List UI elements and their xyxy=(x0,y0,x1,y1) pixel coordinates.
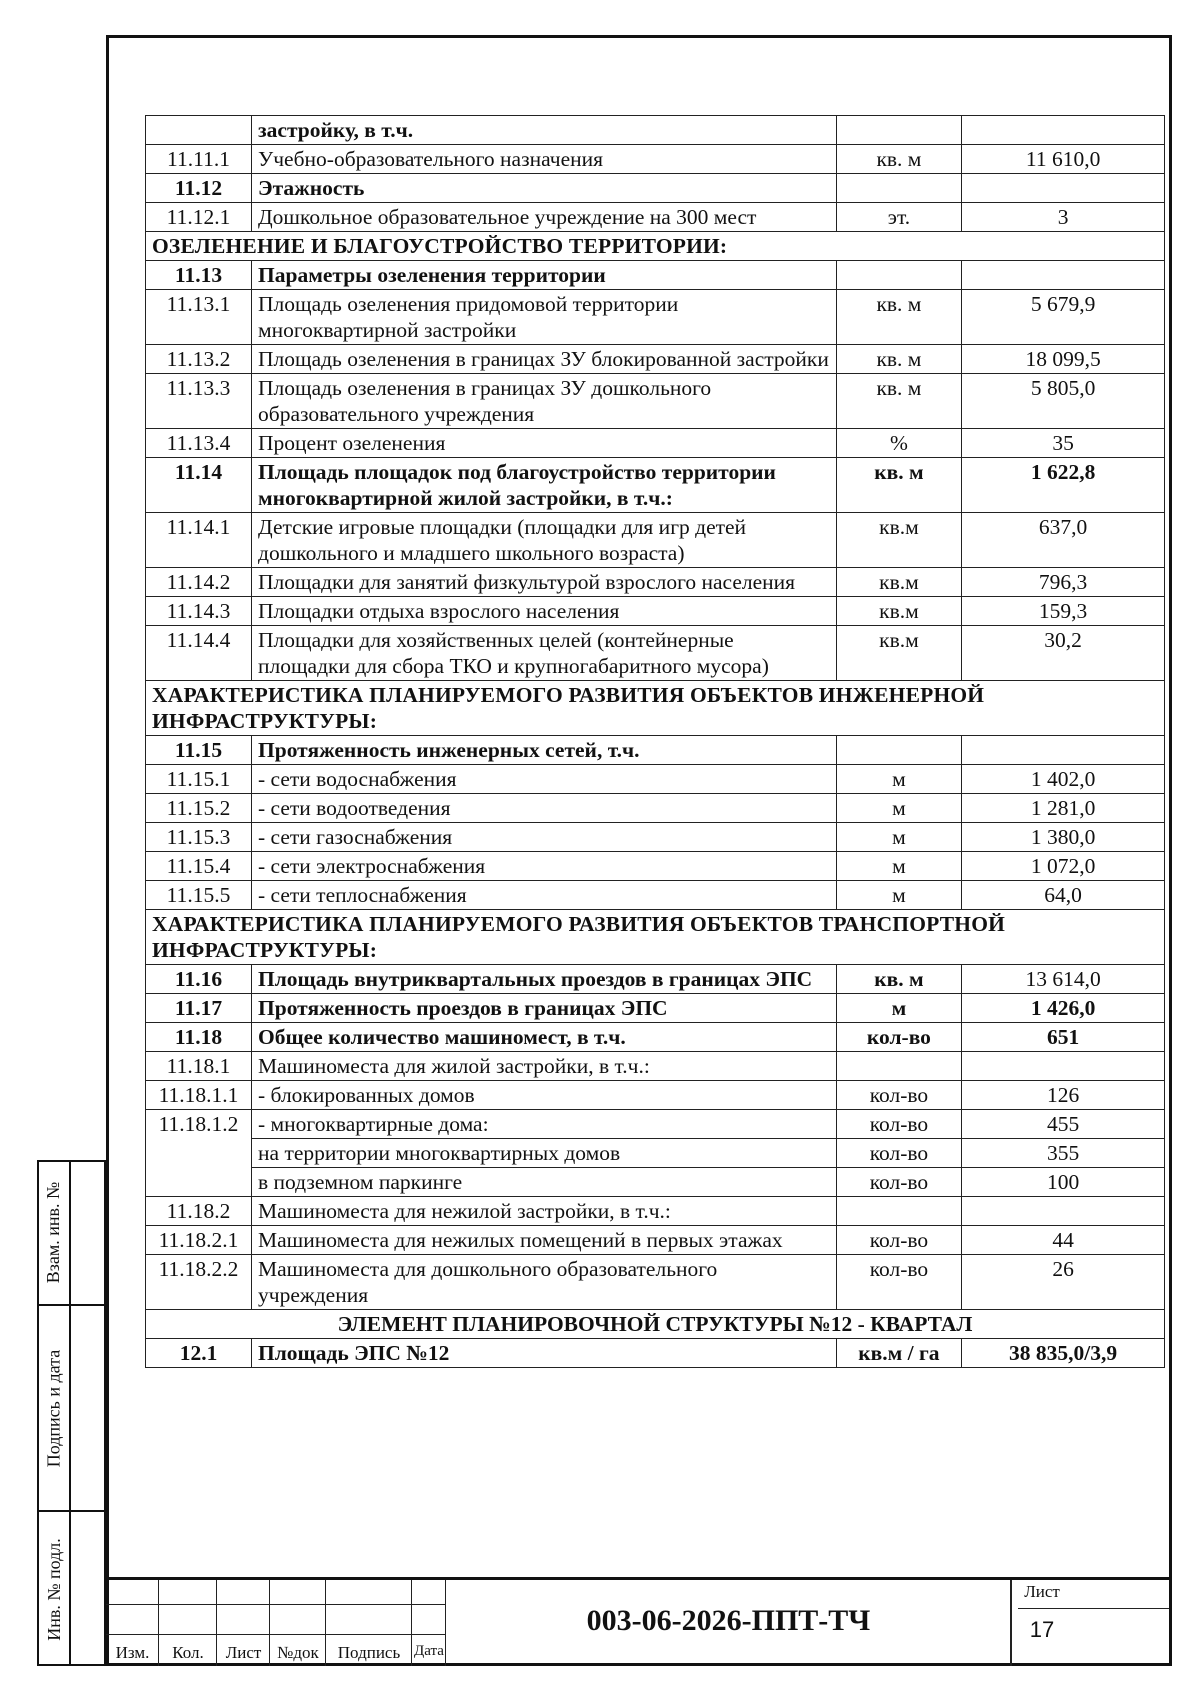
table-row xyxy=(146,1197,1165,1226)
row-unit: кв. м xyxy=(836,290,962,345)
row-name: застройку, в т.ч. xyxy=(252,116,837,145)
row-name: Учебно-образовательного назначения xyxy=(252,145,837,174)
row-number: 11.16 xyxy=(146,965,252,994)
table-row xyxy=(146,345,1165,374)
table-row xyxy=(146,597,1165,626)
table-row xyxy=(146,1255,1165,1310)
table-row xyxy=(146,1081,1165,1110)
row-unit xyxy=(836,174,962,203)
row-number: 11.15 xyxy=(146,736,252,765)
row-value: 455 xyxy=(962,1110,1165,1139)
row-unit xyxy=(836,116,962,145)
table-row xyxy=(146,626,1165,681)
row-name: Дошкольное образовательное учреждение на 300 мест xyxy=(252,203,837,232)
table-row xyxy=(146,965,1165,994)
row-number: 11.14.2 xyxy=(146,568,252,597)
row-name: Процент озеленения xyxy=(252,429,837,458)
stamp-label-kol: Кол. xyxy=(172,1643,204,1662)
section-title: ХАРАКТЕРИСТИКА ПЛАНИРУЕМОГО РАЗВИТИЯ ОБЪЕКТОВ ИНЖЕНЕРНОЙ ИНФРАСТРУКТУРЫ: xyxy=(146,681,1165,736)
row-number: 11.15.4 xyxy=(146,852,252,881)
row-name: Протяженность инженерных сетей, т.ч. xyxy=(252,736,837,765)
stamp-label-podpis: Подпись xyxy=(337,1643,401,1662)
row-name: на территории многоквартирных домов xyxy=(252,1139,837,1168)
section-title: ХАРАКТЕРИСТИКА ПЛАНИРУЕМОГО РАЗВИТИЯ ОБЪЕКТОВ ТРАНСПОРТНОЙ ИНФРАСТРУКТУРЫ: xyxy=(146,910,1165,965)
row-value: 1 622,8 xyxy=(962,458,1165,513)
row-unit: эт. xyxy=(836,203,962,232)
row-number: 11.18.1 xyxy=(146,1052,252,1081)
row-number: 11.15.3 xyxy=(146,823,252,852)
row-unit: м xyxy=(836,823,962,852)
table-row xyxy=(146,1139,1165,1168)
row-unit: кв. м xyxy=(836,458,962,513)
table-row xyxy=(146,994,1165,1023)
row-unit: кв.м / га xyxy=(836,1339,962,1368)
row-number: 11.18.2.1 xyxy=(146,1226,252,1255)
row-name: Детские игровые площадки (площадки для игр детей дошкольного и младшего школьного возраста) xyxy=(252,513,837,568)
row-unit: кол-во xyxy=(836,1023,962,1052)
row-unit: кол-во xyxy=(836,1255,962,1310)
row-unit: кол-во xyxy=(836,1110,962,1139)
row-value xyxy=(962,261,1165,290)
row-number: 11.18 xyxy=(146,1023,252,1052)
row-value: 5 679,9 xyxy=(962,290,1165,345)
row-unit: м xyxy=(836,994,962,1023)
side-label-vzam-inv: Взам. инв. № xyxy=(43,1181,64,1283)
row-number: 11.18.2 xyxy=(146,1197,252,1226)
table-row xyxy=(146,1226,1165,1255)
row-value: 637,0 xyxy=(962,513,1165,568)
row-number: 11.14.1 xyxy=(146,513,252,568)
sheet-label: Лист xyxy=(1024,1582,1060,1601)
row-name: Площадки отдыха взрослого населения xyxy=(252,597,837,626)
row-number: 11.18.1.1 xyxy=(146,1081,252,1110)
row-value: 1 402,0 xyxy=(962,765,1165,794)
row-name: - сети газоснабжения xyxy=(252,823,837,852)
row-unit: м xyxy=(836,852,962,881)
sheet-number: 17 xyxy=(1029,1617,1055,1642)
title-block xyxy=(106,1577,1172,1666)
row-name: Площадь озеленения придомовой территории многоквартирной застройки xyxy=(252,290,837,345)
section-row xyxy=(146,1310,1165,1339)
row-value xyxy=(962,1052,1165,1081)
table-row xyxy=(146,823,1165,852)
row-name: - сети теплоснабжения xyxy=(252,881,837,910)
row-value: 1 380,0 xyxy=(962,823,1165,852)
section-title: ЭЛЕМЕНТ ПЛАНИРОВОЧНОЙ СТРУКТУРЫ №12 - КВАРТАЛ xyxy=(146,1310,1165,1339)
row-value xyxy=(962,174,1165,203)
row-unit: кв. м xyxy=(836,145,962,174)
row-name: Площадки для занятий физкультурой взрослого населения xyxy=(252,568,837,597)
row-unit: м xyxy=(836,765,962,794)
row-name: Протяженность проездов в границах ЭПС xyxy=(252,994,837,1023)
row-value: 3 xyxy=(962,203,1165,232)
row-name: - сети водоснабжения xyxy=(252,765,837,794)
row-number: 11.18.2.2 xyxy=(146,1255,252,1310)
row-value xyxy=(962,1197,1165,1226)
row-name: - многоквартирные дома: xyxy=(252,1110,837,1139)
row-number: 11.17 xyxy=(146,994,252,1023)
section-row xyxy=(146,681,1165,736)
row-name: - сети электроснабжения xyxy=(252,852,837,881)
row-value xyxy=(962,116,1165,145)
row-number: 11.13.1 xyxy=(146,290,252,345)
row-number: 12.1 xyxy=(146,1339,252,1368)
row-number: 11.13.2 xyxy=(146,345,252,374)
row-unit xyxy=(836,261,962,290)
row-unit: кв.м xyxy=(836,597,962,626)
row-unit: кв. м xyxy=(836,374,962,429)
row-value: 13 614,0 xyxy=(962,965,1165,994)
row-number: 11.14.4 xyxy=(146,626,252,681)
side-strip-blank xyxy=(71,1160,106,1666)
section-row xyxy=(146,232,1165,261)
row-name: в подземном паркинге xyxy=(252,1168,837,1197)
table-row xyxy=(146,1023,1165,1052)
row-value: 11 610,0 xyxy=(962,145,1165,174)
row-unit: м xyxy=(836,881,962,910)
table-row xyxy=(146,290,1165,345)
row-number: 11.11.1 xyxy=(146,145,252,174)
row-name: - сети водоотведения xyxy=(252,794,837,823)
row-value: 796,3 xyxy=(962,568,1165,597)
row-unit: кв. м xyxy=(836,965,962,994)
row-value: 30,2 xyxy=(962,626,1165,681)
row-value: 1 281,0 xyxy=(962,794,1165,823)
row-name: Площадь озеленения в границах ЗУ дошкольного образовательного учреждения xyxy=(252,374,837,429)
table-row xyxy=(146,458,1165,513)
row-value: 651 xyxy=(962,1023,1165,1052)
row-value: 126 xyxy=(962,1081,1165,1110)
table-row xyxy=(146,513,1165,568)
row-value: 1 426,0 xyxy=(962,994,1165,1023)
row-name: Этажность xyxy=(252,174,837,203)
row-name: Машиноместа для нежилых помещений в первых этажах xyxy=(252,1226,837,1255)
row-unit: кол-во xyxy=(836,1226,962,1255)
table-row xyxy=(146,203,1165,232)
row-number: 11.13.4 xyxy=(146,429,252,458)
row-value: 5 805,0 xyxy=(962,374,1165,429)
row-unit: кв. м xyxy=(836,345,962,374)
row-name: Площадь озеленения в границах ЗУ блокированной застройки xyxy=(252,345,837,374)
row-unit: м xyxy=(836,794,962,823)
table-row xyxy=(146,261,1165,290)
table-row xyxy=(146,881,1165,910)
table-row xyxy=(146,174,1165,203)
table-row xyxy=(146,1339,1165,1368)
row-number: 11.13 xyxy=(146,261,252,290)
row-value: 355 xyxy=(962,1139,1165,1168)
row-name: Машиноместа для дошкольного образовательного учреждения xyxy=(252,1255,837,1310)
row-value: 64,0 xyxy=(962,881,1165,910)
row-unit xyxy=(836,1052,962,1081)
parameters-table xyxy=(145,115,1165,1368)
row-number: 11.15.2 xyxy=(146,794,252,823)
table-row xyxy=(146,374,1165,429)
row-number: 11.15.5 xyxy=(146,881,252,910)
row-number xyxy=(146,116,252,145)
table-row xyxy=(146,1110,1165,1139)
row-number: 11.18.1.2 xyxy=(146,1110,252,1197)
table-row xyxy=(146,145,1165,174)
table-row xyxy=(146,429,1165,458)
row-unit: кол-во xyxy=(836,1139,962,1168)
row-value: 44 xyxy=(962,1226,1165,1255)
row-name: - блокированных домов xyxy=(252,1081,837,1110)
row-value: 159,3 xyxy=(962,597,1165,626)
section-row xyxy=(146,910,1165,965)
document-code: 003-06-2026-ППТ-ТЧ xyxy=(586,1604,871,1637)
row-name: Машиноместа для нежилой застройки, в т.ч.: xyxy=(252,1197,837,1226)
table-row xyxy=(146,1168,1165,1197)
stamp-label-ndok: №док xyxy=(277,1643,319,1662)
row-number: 11.14 xyxy=(146,458,252,513)
row-unit: кол-во xyxy=(836,1168,962,1197)
row-unit xyxy=(836,736,962,765)
side-label-inv-podl: Инв. № подл. xyxy=(43,1537,64,1641)
table-row xyxy=(146,568,1165,597)
row-unit: кв.м xyxy=(836,626,962,681)
table-row xyxy=(146,765,1165,794)
row-value: 26 xyxy=(962,1255,1165,1310)
row-value: 35 xyxy=(962,429,1165,458)
table-row xyxy=(146,852,1165,881)
row-name: Общее количество машиномест, в т.ч. xyxy=(252,1023,837,1052)
row-value: 1 072,0 xyxy=(962,852,1165,881)
row-value: 18 099,5 xyxy=(962,345,1165,374)
row-unit xyxy=(836,1197,962,1226)
row-unit: кв.м xyxy=(836,513,962,568)
stamp-label-list: Лист xyxy=(225,1643,262,1662)
row-name: Машиноместа для жилой застройки, в т.ч.: xyxy=(252,1052,837,1081)
stamp-label-izm: Изм. xyxy=(115,1643,150,1662)
row-unit: кол-во xyxy=(836,1081,962,1110)
row-name: Площадки для хозяйственных целей (контейнерные площадки для сбора ТКО и крупногабаритного мусора) xyxy=(252,626,837,681)
row-value: 100 xyxy=(962,1168,1165,1197)
row-number: 11.12.1 xyxy=(146,203,252,232)
row-name: Параметры озеленения территории xyxy=(252,261,837,290)
section-title: ОЗЕЛЕНЕНИЕ И БЛАГОУСТРОЙСТВО ТЕРРИТОРИИ: xyxy=(146,232,1165,261)
table-row xyxy=(146,116,1165,145)
table-row xyxy=(146,1052,1165,1081)
row-unit: кв.м xyxy=(836,568,962,597)
table-row xyxy=(146,736,1165,765)
row-name: Площадь площадок под благоустройство территории многоквартирной жилой застройки, в т.ч.: xyxy=(252,458,837,513)
row-unit: % xyxy=(836,429,962,458)
row-name: Площадь ЭПС №12 xyxy=(252,1339,837,1368)
row-number: 11.14.3 xyxy=(146,597,252,626)
row-number: 11.15.1 xyxy=(146,765,252,794)
row-number: 11.13.3 xyxy=(146,374,252,429)
side-label-sign-date: Подпись и дата xyxy=(43,1349,64,1467)
row-value xyxy=(962,736,1165,765)
row-name: Площадь внутриквартальных проездов в границах ЭПС xyxy=(252,965,837,994)
row-value: 38 835,0/3,9 xyxy=(962,1339,1165,1368)
table-row xyxy=(146,794,1165,823)
stamp-label-data: Дата xyxy=(414,1643,444,1659)
row-number: 11.12 xyxy=(146,174,252,203)
